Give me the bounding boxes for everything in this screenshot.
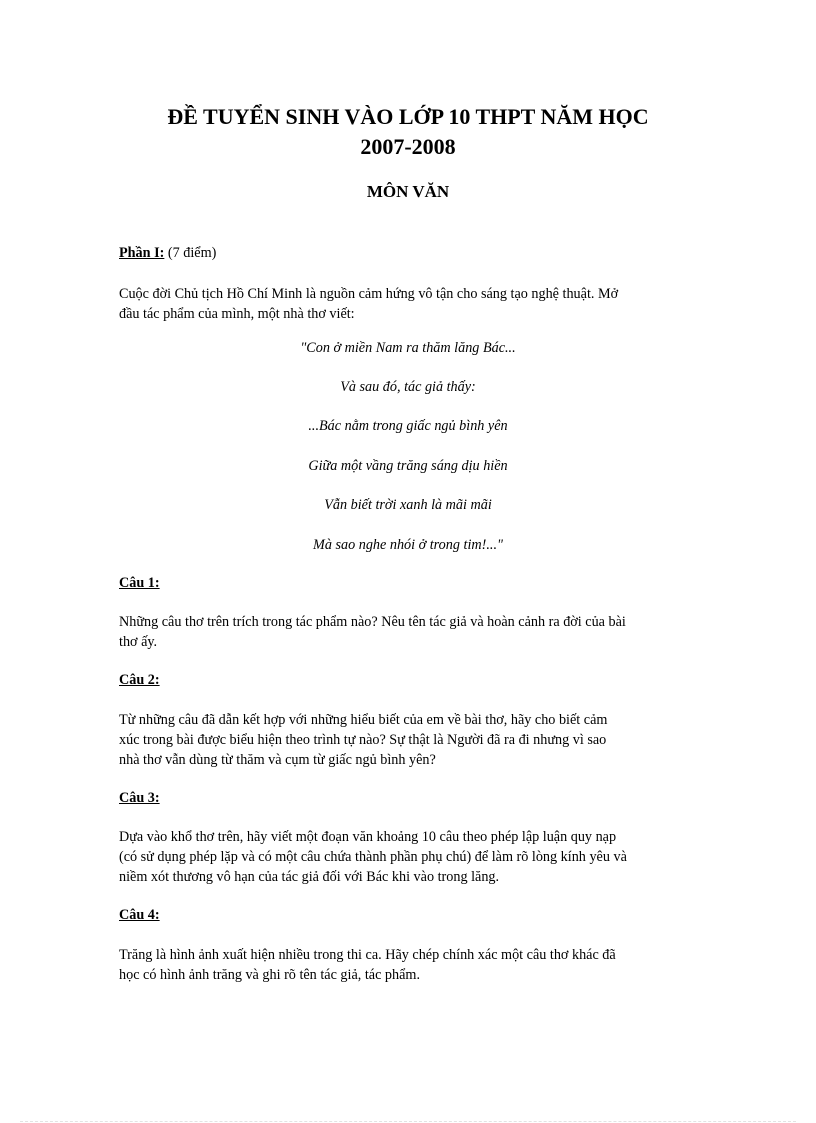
part-1-heading: Phần I: <box>119 245 165 261</box>
poem-line: Mà sao nghe nhói ở trong tim!..." <box>313 537 503 553</box>
intro-line: Cuộc đời Chủ tịch Hồ Chí Minh là nguồn cảm hứng vô tận cho sáng tạo nghệ thuật. Mở <box>119 286 619 302</box>
question-2-heading: Câu 2: <box>119 672 160 688</box>
intro-line: đầu tác phẩm của mình, một nhà thơ viết: <box>119 306 355 322</box>
title-line-2: 2007-2008 <box>360 134 456 159</box>
part-1-points: (7 điểm) <box>164 245 217 261</box>
question-1-heading: Câu 1: <box>119 575 160 591</box>
question-line: Từ những câu đã dẫn kết hợp với những hiểu biết của em về bài thơ, hãy cho biết cảm <box>119 712 608 728</box>
part-1-header <box>119 243 699 263</box>
question-1-text <box>119 612 699 652</box>
question-line: Trăng là hình ảnh xuất hiện nhiều trong thi ca. Hãy chép chính xác một câu thơ khác đã <box>119 947 616 963</box>
question-2-text <box>119 710 699 770</box>
question-4-text <box>119 945 699 985</box>
poem-line: Giữa một vầng trăng sáng dịu hiền <box>308 458 508 474</box>
poem-line: Và sau đó, tác giả thấy: <box>340 379 476 395</box>
question-line: (có sử dụng phép lặp và có một câu chứa thành phần phụ chú) để làm rõ lòng kính yêu và <box>119 849 627 865</box>
page-bottom-rule <box>20 1121 796 1122</box>
poem-line: "Con ở miền Nam ra thăm lăng Bác... <box>300 340 516 356</box>
question-line: Những câu thơ trên trích trong tác phẩm nào? Nêu tên tác giả và hoàn cảnh ra đời của bài <box>119 614 626 630</box>
question-4-heading: Câu 4: <box>119 907 160 923</box>
question-line: thơ ấy. <box>119 634 158 650</box>
poem-line: Vẫn biết trời xanh là mãi mãi <box>324 497 492 513</box>
question-3-text <box>119 827 699 887</box>
question-line: xúc trong bài được biểu hiện theo trình tự nào? Sự thật là Người đã ra đi nhưng vì sao <box>119 732 607 748</box>
title-line-1: ĐỀ TUYỂN SINH VÀO LỚP 10 THPT NĂM HỌC <box>167 104 649 129</box>
poem-line: ...Bác nằm trong giấc ngủ bình yên <box>308 418 508 434</box>
question-line: nhà thơ vẫn dùng từ thăm và cụm từ giấc ngủ bình yên? <box>119 752 436 768</box>
question-line: niềm xót thương vô hạn của tác giả đối với Bác khi vào trong lăng. <box>119 869 500 885</box>
intro-paragraph <box>119 284 699 324</box>
subject-title: MÔN VĂN <box>366 182 450 201</box>
question-line: học có hình ảnh trăng và ghi rõ tên tác giả, tác phẩm. <box>119 967 420 983</box>
question-line: Dựa vào khổ thơ trên, hãy viết một đoạn văn khoảng 10 câu theo phép lập luận quy nạp <box>119 829 617 845</box>
page-title <box>100 102 716 162</box>
question-3-heading: Câu 3: <box>119 790 160 806</box>
